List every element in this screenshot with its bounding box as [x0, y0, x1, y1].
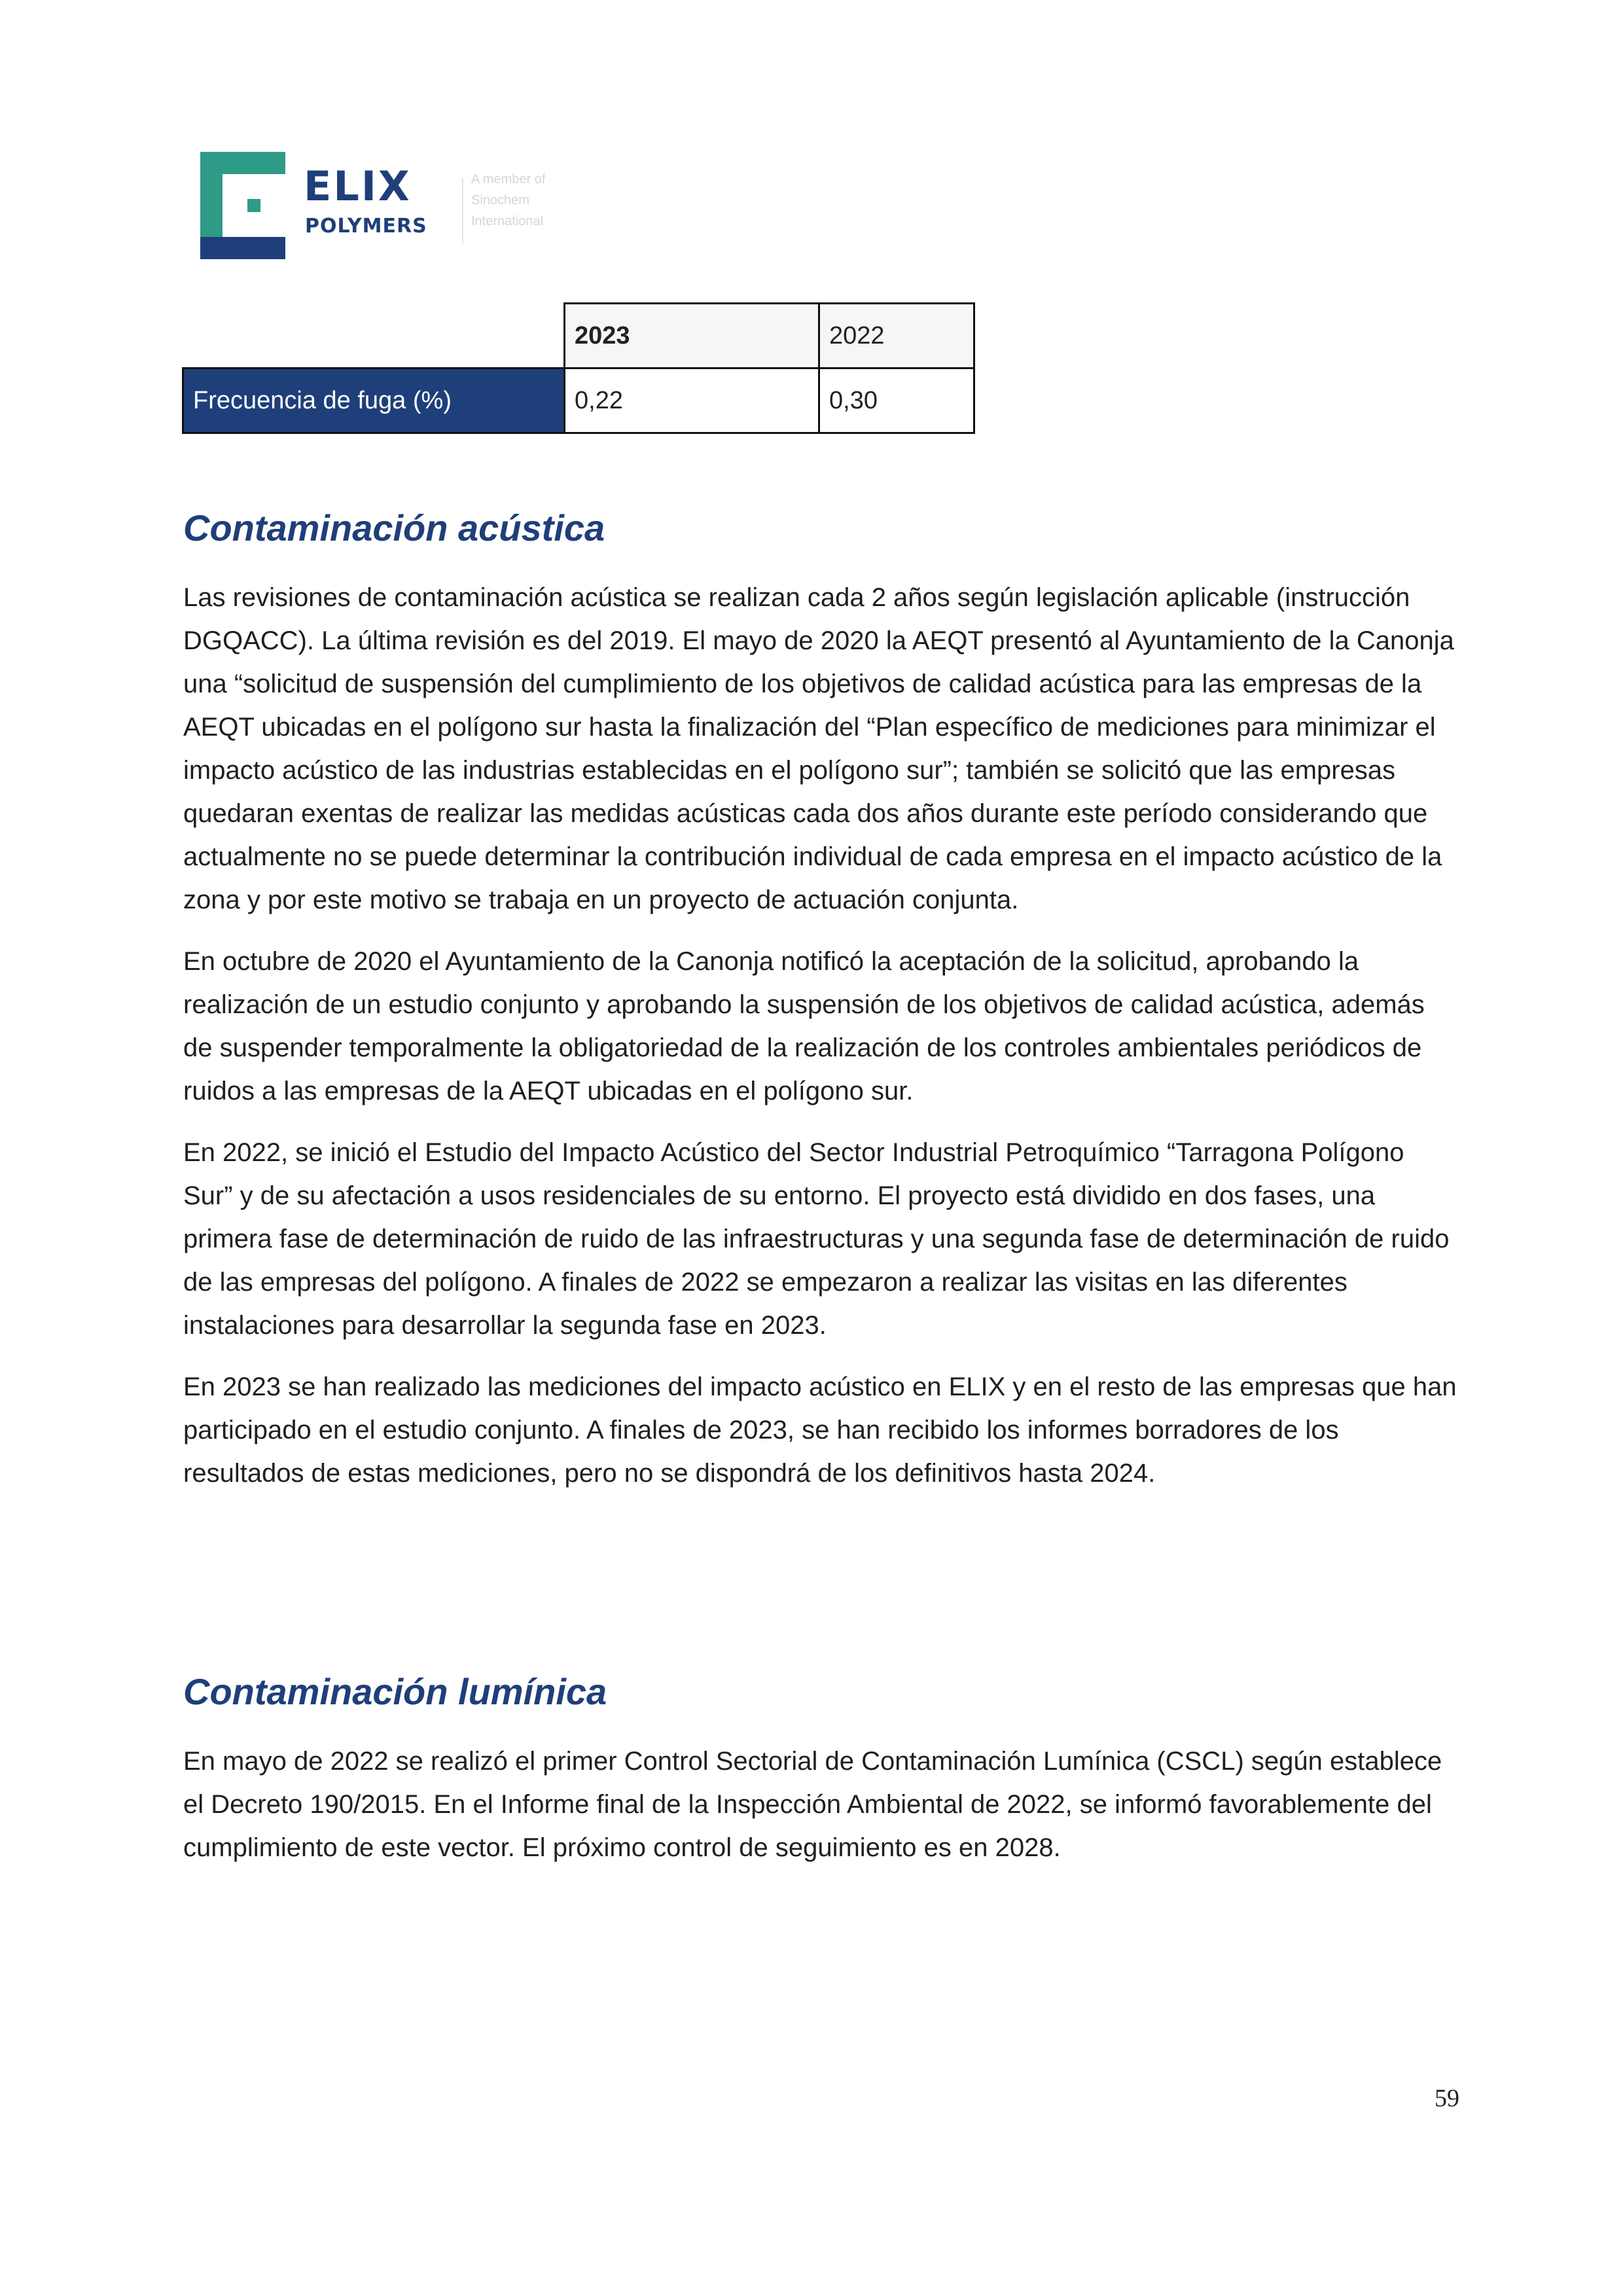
- paragraph: En 2023 se han realizado las mediciones del impacto acústico en ELIX y en el resto de las empresas que han participado en el estudio conjunto. A finales de 2023, se han recibido los informes borradores de los resultados de estas mediciones, pero no se dispondrá de los definitivos hasta 2024.: [183, 1372, 1457, 1488]
- logo-tagline: [471, 169, 545, 232]
- section-body-acoustic: [183, 576, 1459, 1513]
- logo-tagline-line: A member of: [471, 172, 546, 187]
- paragraph: En 2022, se inició el Estudio del Impacto Acústico del Sector Industrial Petroquímico “Tarragona Polígono Sur” y de su afectación a usos residenciales de su entorno. El proyecto está dividido en dos fases, una primera fase de determinación de ruido de las infraestructuras y una segunda fase de determinación de ruido de las empresas del polígono. A finales de 2022 se empezaron a realizar las visitas en las diferentes instalaciones para desarrollar la segunda fase en 2023.: [183, 1138, 1450, 1340]
- logo-divider: [462, 178, 463, 243]
- section-heading-acoustic: Contaminación acústica: [183, 507, 605, 548]
- table-corner-cell: [183, 304, 565, 368]
- leak-frequency-table: [182, 302, 975, 434]
- table-row: [183, 368, 974, 433]
- section-heading-light: Contaminación lumínica: [183, 1671, 607, 1712]
- paragraph: En mayo de 2022 se realizó el primer Control Sectorial de Contaminación Lumínica (CSCL) según establece el Decreto 190/2015. En el Informe final de la Inspección Ambiental de 2022, se informó favorablemente del cumplimiento de este vector. El próximo control de seguimiento es en 2028.: [183, 1747, 1442, 1862]
- logo-tagline-line: Sinochem: [471, 193, 529, 207]
- paragraph: Las revisiones de contaminación acústica se realizan cada 2 años según legislación aplicable (instrucción DGQACC). La última revisión es del 2019. El mayo de 2020 la AEQT presentó al Ayuntamiento de la Canonja una “solicitud de suspensión del cumplimiento de los objetivos de calidad acústica para las empresas de la AEQT ubicadas en el polígono sur hasta la finalización del “Plan específico de mediciones para minimizar el impacto acústico de las industrias establecidas en el polígono sur”; también se solicitó que las empresas quedaran exentas de realizar las medidas acústicas cada dos años durante este período considerando que actualmente no se puede determinar la contribución individual de cada empresa en el impacto acústico de la zona y por este motivo se trabaja en un proyecto de actuación conjunta.: [183, 583, 1454, 914]
- logo-brand-text: ELIX: [304, 162, 412, 210]
- table-header-row: [183, 304, 974, 368]
- logo-mark-icon: [200, 152, 285, 259]
- logo-subbrand-text: POLYMERS: [305, 215, 427, 238]
- elix-polymers-logo: [200, 152, 645, 263]
- page-number: 59: [1435, 2085, 1459, 2112]
- table-header-2023: 2023: [565, 304, 819, 368]
- table-row-label: Frecuencia de fuga (%): [183, 368, 565, 433]
- logo-tagline-line: International: [471, 214, 544, 228]
- paragraph: En octubre de 2020 el Ayuntamiento de la Canonja notificó la aceptación de la solicitud, aprobando la realización de un estudio conjunto y aprobando la suspensión de los objetivos de calidad acústica, además de suspender temporalmente la obligatoriedad de la realización de los controles ambientales periódicos de ruidos a las empresas de la AEQT ubicadas en el polígono sur.: [183, 947, 1425, 1105]
- table-value-2023: 0,22: [565, 368, 819, 433]
- section-body-light: [183, 1740, 1459, 1888]
- table-header-2022: 2022: [819, 304, 974, 368]
- table-value-2022: 0,30: [819, 368, 974, 433]
